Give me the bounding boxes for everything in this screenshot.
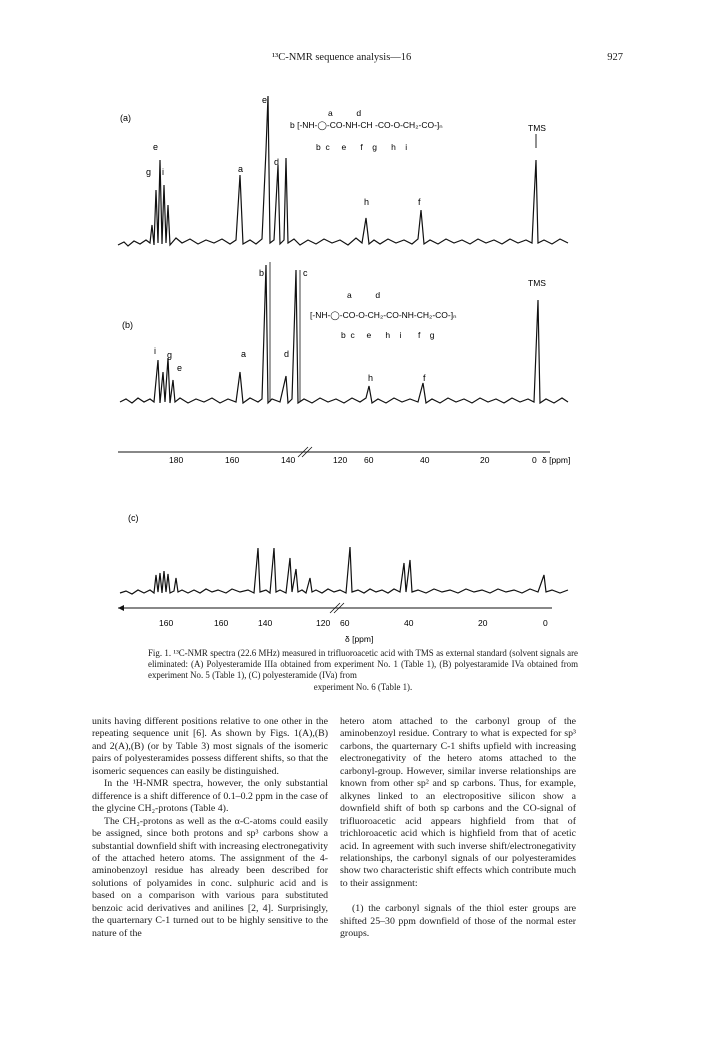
panel-a-label: (a) <box>120 113 131 123</box>
peak-label-b-a: a <box>241 349 247 359</box>
panel-b-label: (b) <box>122 320 133 330</box>
panel-c-label: (c) <box>128 513 139 523</box>
paragraph: The CH₂-protons as well as the α-C-atoms could easily be assigned, since both protons and sp³ carbons show a substantial downfield shift with increasing electronegativity of the attached hetero atoms. The assignment of the 4-aminobenzoyl residue has already been described for solutions of polyamides in conc. sulphuric acid and is based on a comparison with various para substituted benzoic acid derivatives and anilines [2, 4]. Surprisingly, the quarternary C-1 turned out to be highly sensitive to the nature of the <box>92 815 328 939</box>
peak-label-a-f: f <box>418 197 421 207</box>
axis-b-tick-140: 140 <box>281 455 296 465</box>
peak-label-b-i: i <box>154 346 156 356</box>
panel-a-tms-label: TMS <box>528 123 546 133</box>
peak-label-a-e: e <box>262 95 268 105</box>
axis-b-tick-120: 120 <box>333 455 348 465</box>
axis-b-tick-180: 180 <box>169 455 184 465</box>
panel-b-tms-label: TMS <box>528 278 546 288</box>
axis-b-tick-20: 20 <box>480 455 490 465</box>
peak-label-b-g: g <box>167 350 173 360</box>
axis-c-tick-0: 0 <box>543 618 548 628</box>
axis-c-tick-60: 60 <box>340 618 350 628</box>
panel-b-structure: [-NH-◯-CO-O-CH₂-CO-NH-CH₂-CO-]ₙ <box>310 310 457 320</box>
panel-b-structure-bottom: b c e h i f g <box>341 330 435 340</box>
axis-b <box>118 447 570 465</box>
axis-b-tick-60: 60 <box>364 455 374 465</box>
paragraph: (1) the carbonyl signals of the thiol ester groups are shifted 25–30 ppm downfield of those of the normal ester groups. <box>340 903 576 940</box>
axis-c-unit: δ [ppm] <box>345 634 374 644</box>
axis-c-arrow <box>118 605 124 611</box>
peak-label-b-c: c <box>303 268 308 278</box>
axis-b-tick-160: 160 <box>225 455 240 465</box>
axis-c-tick-120: 120 <box>316 618 331 628</box>
peak-label-a-g: g <box>146 167 152 177</box>
paragraph: In the ¹H-NMR spectra, however, the only substantial difference is a shift difference of 0.1–0.2 ppm in the case of the glycine CH₂-protons (Table 4). <box>92 778 328 815</box>
panel-a-structure-top: a d <box>328 108 362 118</box>
panel-a-structure-bottom: b c e f g h i <box>316 142 408 152</box>
panel-a-trace <box>118 96 568 246</box>
panel-a-structure: b [-NH-◯-CO-NH-CH -CO-O-CH₂-CO-]ₙ <box>290 120 443 130</box>
axis-c-tick-160b: 160 <box>214 618 229 628</box>
panel-a <box>118 95 568 246</box>
paragraph: units having different positions relative to one other in the repeating sequence unit [6]. As shown by Figs. 1(A),(B) and 2(A),(B) (or by Table 3) most signals of the isomeric pairs of polyesteramides possess different shifts, so that the isomeric sequences can easily be distinguished. <box>92 716 328 777</box>
caption-text: Fig. 1. ¹³C-NMR spectra (22.6 MHz) measured in trifluoroacetic acid with TMS as external standard (solvent signals are eliminated: (A) Polyesteramide IIIa obtained from experiment No. 1 (Table 1), (B) polyestaramide IVa obtained from experiment No. 5 (Table 1), (C) polyesteramide (IVa) from <box>148 648 578 681</box>
peak-label-b-b: b <box>259 268 265 278</box>
peak-label-a-h: h <box>364 197 370 207</box>
peak-label-a-e2: e <box>153 142 159 152</box>
peak-label-b-d: d <box>284 349 290 359</box>
peak-label-b-e: e <box>177 363 183 373</box>
paragraph-gap <box>340 890 576 903</box>
axis-c-tick-40: 40 <box>404 618 414 628</box>
panel-c <box>120 513 568 594</box>
axis-b-tick-0: 0 <box>532 455 537 465</box>
body-column-left <box>92 716 328 940</box>
figure-caption <box>148 648 578 693</box>
axis-c <box>118 603 552 644</box>
axis-c-tick-20: 20 <box>478 618 488 628</box>
peak-label-a-a: a <box>238 164 244 174</box>
body-column-right <box>340 716 576 941</box>
running-head: ¹³C-NMR sequence analysis—16 <box>272 52 412 63</box>
caption-last-line: experiment No. 6 (Table 1). <box>313 681 413 692</box>
page-number: 927 <box>607 52 623 63</box>
axis-b-unit: δ [ppm] <box>542 455 571 465</box>
panel-c-trace <box>120 547 568 594</box>
axis-b-tick-40: 40 <box>420 455 430 465</box>
panel-b-structure-top: a d <box>347 290 381 300</box>
peak-label-b-h: h <box>368 373 374 383</box>
peak-label-a-d: d <box>274 157 280 167</box>
paragraph: hetero atom attached to the carbonyl group of the aminobenzoyl residue. Contrary to what is expected for sp³ carbons, the quarternary C-1 shifts upfield with increasing electronegativity of the hetero atoms attached to the carbonyl-group. However, similar inverse relationships are known from other sp² and sp carbons. Thus, for example, alkynes linked to an electropositive silicon show a downfield shift of both sp carbons and the CO-signal of trifluoroacetic acid appears highfield from that of trichloroacetic acid which is highfield from that of acetic acid. In agreement with such inverse shift/electronegativity relationships, the carbonyl signals of our polyesteramides show two characteristic shift effects which contribute much to their assignment: <box>340 716 576 889</box>
peak-label-a-i: i <box>162 167 164 177</box>
peak-label-b-f: f <box>423 373 426 383</box>
panel-b <box>120 262 568 403</box>
axis-c-tick-160a: 160 <box>159 618 174 628</box>
axis-c-tick-140: 140 <box>258 618 273 628</box>
